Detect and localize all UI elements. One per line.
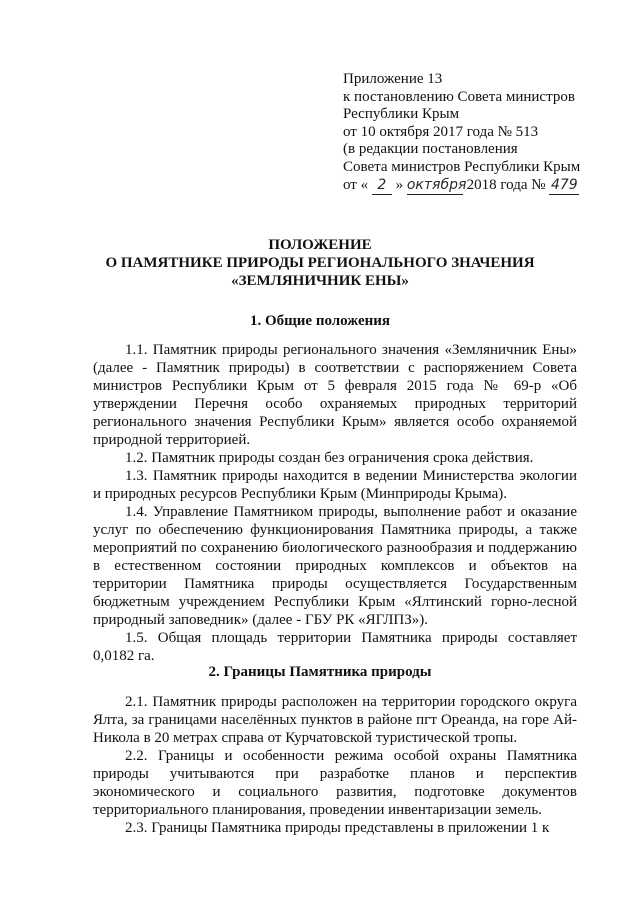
- section-1-body: [93, 341, 577, 665]
- date-separator: »: [395, 176, 404, 193]
- paragraph-1-1: 1.1. Памятник природы регионального значения «Земляничник Ены» (далее - Памятник природы) в соответствии с распоряжением Совета министров Республики Крым от 5 февраля 2015 года № 69-р «Об утверждении Перечня особо охраняемых природных территорий регионального значения Республики Крым» является особо охраняемой природной территорией.: [93, 342, 577, 448]
- title-line-3: «ЗЕМЛЯНИЧНИК ЕНЫ»: [231, 273, 409, 289]
- handwritten-number: 479: [549, 177, 579, 196]
- appendix-line-4: от 10 октября 2017 года № 513: [343, 123, 539, 140]
- appendix-line-3: Республики Крым: [343, 106, 460, 123]
- date-prefix: от «: [343, 176, 369, 193]
- date-year: 2018 года №: [466, 176, 546, 193]
- section-1-heading: 1. Общие положения: [249, 313, 391, 329]
- handwritten-month: октября: [407, 177, 463, 196]
- paragraph-2-2: 2.2. Границы и особенности режима особой охраны Памятника природы учитываются при разработке планов и перспектив экономического и социального развития, подготовке документов территориального планирования, проведении инвентаризации земель.: [93, 748, 577, 818]
- appendix-header: [343, 71, 623, 195]
- appendix-line-5: (в редакции постановления: [343, 141, 518, 158]
- paragraph-2-3: 2.3. Границы Памятника природы представлены в приложении 1 к: [125, 820, 550, 836]
- paragraph-1-4: 1.4. Управление Памятником природы, выполнение работ и оказание услуг по обеспечению функционирования Памятника природы, а также мероприятий по сохранению биологического разнообразия и поддержанию в естественном состоянии природных комплексов и объектов на территории Памятника природы осуществляется Государственным бюджетным учреждением Республики Крым «Ялтинский горно-лесной природный заповедник» (далее - ГБУ РК «ЯГЛПЗ»).: [93, 504, 577, 628]
- appendix-line-6: Совета министров Республики Крым: [343, 158, 581, 175]
- paragraph-1-2: 1.2. Памятник природы создан без ограничения срока действия.: [125, 450, 534, 466]
- title-line-1: ПОЛОЖЕНИЕ: [268, 237, 372, 253]
- section-2-body: [93, 693, 577, 837]
- paragraph-1-3: 1.3. Памятник природы находится в ведении Министерства экологии и природных ресурсов Республики Крым (Минприроды Крыма).: [93, 468, 577, 502]
- appendix-date-line: [343, 177, 623, 196]
- appendix-line-1: Приложение 13: [343, 71, 443, 87]
- paragraph-2-1: 2.1. Памятник природы расположен на территории городского округа Ялта, за границами населённых пунктов в районе пгт Ореанда, на горе Ай-Никола в 20 метрах справа от Курчатовской туристической тропы.: [93, 694, 577, 746]
- section-2-heading: 2. Границы Памятника природы: [208, 664, 432, 680]
- document-title: [0, 236, 640, 290]
- handwritten-day: 2: [372, 177, 392, 196]
- paragraph-1-5: 1.5. Общая площадь территории Памятника природы составляет 0,0182 га.: [93, 630, 577, 664]
- appendix-line-2: к постановлению Совета министров: [343, 88, 575, 105]
- title-line-2: О ПАМЯТНИКЕ ПРИРОДЫ РЕГИОНАЛЬНОГО ЗНАЧЕНИЯ: [105, 255, 535, 271]
